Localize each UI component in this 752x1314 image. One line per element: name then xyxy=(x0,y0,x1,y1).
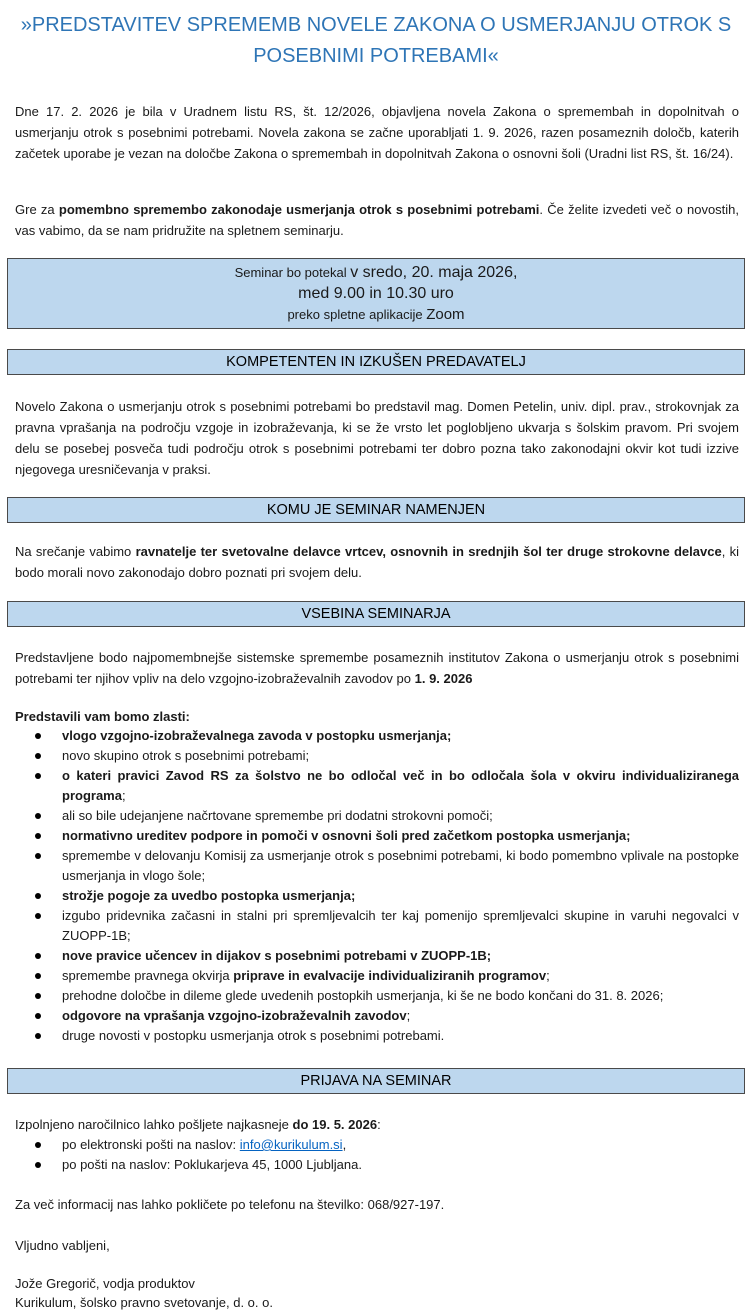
seminar-date: v sredo, 20. maja 2026, xyxy=(350,264,518,281)
signup-deadline: do 19. 5. 2026 xyxy=(292,1117,378,1132)
list-item xyxy=(15,726,739,746)
list-item-text: izgubo pridevnika začasni in stalni pri spremljevalcih ter kaj pomenijo spremljevalci skupine in varuhi negovalci v ZUOPP-1B; xyxy=(62,908,739,943)
list-item-emphasis: odgovore na vprašanja vzgojno-izobraževalnih zavodov xyxy=(62,1008,407,1023)
section-heading-audience: KOMU JE SEMINAR NAMENJEN xyxy=(7,497,745,523)
signup-text: : xyxy=(377,1117,381,1132)
list-item-text: ; xyxy=(546,968,550,983)
bullet-icon xyxy=(35,1162,41,1168)
seminar-info-box xyxy=(7,258,745,329)
list-item-text: spremembe v delovanju Komisij za usmerjanje otrok s posebnimi potrebami, ki bodo pomembno vplivale na postopke usmerjanja in vlogo šole; xyxy=(62,848,739,883)
list-item-emphasis: vlogo vzgojno-izobraževalnega zavoda v postopku usmerjanja; xyxy=(62,728,452,743)
bullet-icon xyxy=(35,1013,41,1019)
bullet-icon xyxy=(35,1142,41,1148)
bullet-icon xyxy=(35,953,41,959)
list-item-emphasis: priprave in evalvacije individualiziranih programov xyxy=(233,968,547,983)
signup-email-suffix: , xyxy=(342,1137,347,1152)
audience-text: , ki bodo morali novo zakonodajo dobro poznati pri svojem delu. xyxy=(15,544,740,580)
signup-email-label: po elektronski pošti na naslov: xyxy=(62,1137,240,1152)
list-item-text: ; xyxy=(406,1008,411,1023)
list-item xyxy=(15,766,739,806)
seminar-date-label: Seminar bo potekal xyxy=(234,265,351,280)
signup-text: Izpolnjeno naročilnico lahko pošljete najkasneje xyxy=(15,1117,293,1132)
list-item-text: ali so bile udejanjene načrtovane spremembe pri dodatni strokovni pomoči; xyxy=(62,808,493,823)
list-item xyxy=(15,826,739,846)
list-item xyxy=(15,746,739,766)
audience-text: Na srečanje vabimo xyxy=(15,544,136,559)
content-text: Predstavljene bodo najpomembnejše sistemske spremembe posameznih institutov Zakona o usmerjanju otrok s posebnimi potrebami ter njihov vpliv na delo vzgojno-izobraževalnih zavodov po xyxy=(15,650,739,686)
list-item xyxy=(15,946,739,966)
content-list xyxy=(15,726,739,1046)
list-item-emphasis: nove pravice učencev in dijakov s posebnimi potrebami v ZUOPP-1B; xyxy=(62,948,492,963)
signup-intro xyxy=(15,1114,739,1135)
audience-highlight: ravnatelje ter svetovalne delavce vrtcev, osnovnih in srednjih šol ter druge strokovne delavce xyxy=(135,544,722,559)
list-item xyxy=(15,806,739,826)
signup-list xyxy=(15,1135,739,1175)
bullet-icon xyxy=(35,853,41,859)
bullet-icon xyxy=(35,733,41,739)
list-item xyxy=(15,986,739,1006)
greeting: Vljudno vabljeni, xyxy=(15,1238,110,1253)
intro-text: Gre za xyxy=(15,202,59,217)
list-item xyxy=(15,1006,739,1026)
bullet-icon xyxy=(35,833,41,839)
seminar-platform-label: preko spletne aplikacije xyxy=(287,307,427,322)
list-item-emphasis: strožje pogoje za uvedbo postopka usmerjanja; xyxy=(62,888,356,903)
list-item xyxy=(15,886,739,906)
intro-paragraph: Dne 17. 2. 2026 je bila v Uradnem listu RS, št. 12/2026, objavljena novela Zakona o spremembah in dopolnitvah o usmerjanju otrok s posebnimi potrebami. Novela zakona se začne uporabljati 1. 9. 2026, razen posameznih določb, katerih začetek uporabe je vezan na določbe Zakona o spremembah in dopolnitvah Zakona o osnovni šoli (Uradni list RS, št. 16/24). xyxy=(15,104,739,161)
seminar-time: med 9.00 in 10.30 uro xyxy=(298,285,454,302)
list-item-emphasis: normativno ureditev podpore in pomoči v osnovni šoli pred začetkom postopka usmerjanja; xyxy=(62,828,631,843)
lecturer-paragraph: Novelo Zakona o usmerjanju otrok s posebnimi potrebami bo predstavil mag. Domen Petelin, univ. dipl. prav., strokovnjak za pravna vprašanja na področju vzgoje in izobraževanja, ki se že vrsto let poglobljeno ukvarja s šolskim pravom. Pri svojem delu se posebej posveča tudi področju otrok s posebnimi potrebami ter dobro pozna tako zakonodajni okvir kot tudi izzive njegovega uresničevanja v praksi. xyxy=(15,399,739,477)
email-link[interactable]: info@kurikulum.si xyxy=(239,1137,343,1152)
seminar-platform: Zoom xyxy=(426,306,465,323)
content-intro xyxy=(15,647,739,689)
list-item-emphasis: o kateri pravici Zavod RS za šolstvo ne bo odločal več in bo odločala šola v okviru individualiziranega programa xyxy=(62,768,739,803)
bullet-icon xyxy=(35,973,41,979)
list-item-text: druge novosti v postopku usmerjanja otrok s posebnimi potrebami. xyxy=(62,1028,445,1043)
content-list-title: Predstavili vam bomo zlasti: xyxy=(15,709,190,724)
bullet-icon xyxy=(35,753,41,759)
signature-name: Jože Gregorič, vodja produktov xyxy=(15,1276,195,1291)
list-item xyxy=(15,1155,739,1175)
signature-company: Kurikulum, šolsko pravno svetovanje, d. o. o. xyxy=(15,1295,273,1310)
bullet-icon xyxy=(35,893,41,899)
section-heading-signup: PRIJAVA NA SEMINAR xyxy=(7,1068,745,1094)
page-title: »PREDSTAVITEV SPREMEMB NOVELE ZAKONA O USMERJANJU OTROK S POSEBNIMI POTREBAMI« xyxy=(20,14,732,67)
content-date: 1. 9. 2026 xyxy=(414,671,473,686)
list-item xyxy=(15,906,739,946)
section-heading-content: VSEBINA SEMINARJA xyxy=(7,601,745,627)
section-heading-lecturer: KOMPETENTEN IN IZKUŠEN PREDAVATELJ xyxy=(7,349,745,375)
list-item xyxy=(15,966,739,986)
list-item-text: ; xyxy=(121,788,126,803)
intro-paragraph-2 xyxy=(15,199,739,241)
signup-post: po pošti na naslov: Poklukarjeva 45, 1000 Ljubljana. xyxy=(62,1157,362,1172)
list-item-text: novo skupino otrok s posebnimi potrebami; xyxy=(62,748,310,763)
bullet-icon xyxy=(35,773,41,779)
intro-text: . Če želite izvedeti več o novostih, vas vabimo, da se nam pridružite na spletnem seminarju. xyxy=(15,202,740,238)
list-item xyxy=(15,846,739,886)
contact-phone: Za več informacij nas lahko pokličete po telefonu na številko: 068/927-197. xyxy=(15,1197,445,1212)
list-item-text: spremembe pravnega okvirja xyxy=(62,968,234,983)
audience-paragraph xyxy=(15,541,739,583)
bullet-icon xyxy=(35,913,41,919)
bullet-icon xyxy=(35,993,41,999)
list-item-text: prehodne določbe in dileme glede uvedenih postopkih usmerjanja, ki še ne bodo končani do 31. 8. 2026; xyxy=(62,988,664,1003)
bullet-icon xyxy=(35,813,41,819)
bullet-icon xyxy=(35,1033,41,1039)
list-item xyxy=(15,1026,739,1046)
list-item xyxy=(15,1135,739,1155)
intro-highlight: pomembno spremembo zakonodaje usmerjanja otrok s posebnimi potrebami xyxy=(58,202,540,217)
